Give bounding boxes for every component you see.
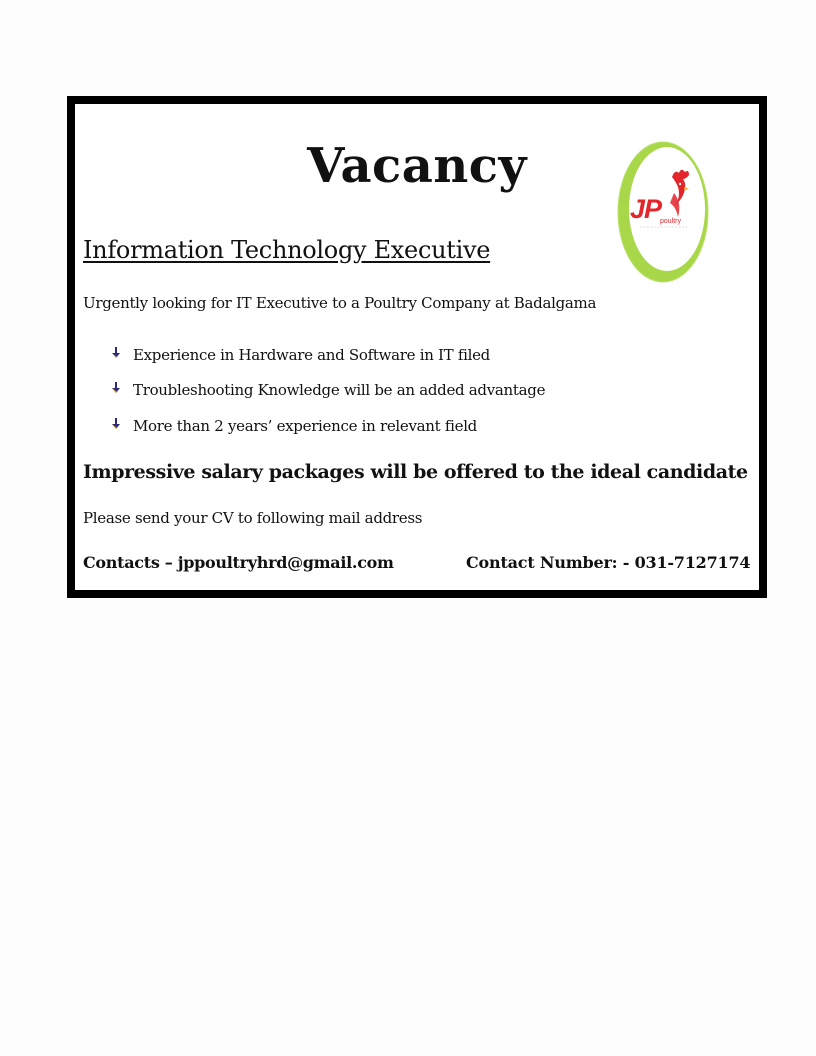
page-title: Vacancy bbox=[307, 138, 527, 194]
intro-text: Urgently looking for IT Executive to a Poultry Company at Badalgama bbox=[83, 294, 597, 312]
list-item: Experience in Hardware and Software in IT filed bbox=[109, 337, 545, 373]
list-item: More than 2 years’ experience in relevant field bbox=[109, 408, 545, 444]
job-title: Information Technology Executive bbox=[83, 236, 491, 264]
company-logo bbox=[614, 137, 712, 287]
svg-text:P: P bbox=[644, 194, 663, 224]
contact-number: Contact Number: - 031-7127174 bbox=[466, 553, 751, 572]
salary-heading: Impressive salary packages will be offered to the ideal candidate bbox=[83, 461, 748, 483]
cv-instructions: Please send your CV to following mail address bbox=[83, 509, 423, 527]
requirements-list bbox=[109, 337, 545, 444]
arrow-down-bullet-icon bbox=[109, 346, 133, 364]
list-item: Troubleshooting Knowledge will be an added advantage bbox=[109, 373, 545, 409]
svg-text:poultry: poultry bbox=[660, 218, 682, 225]
contact-email: Contacts – jppoultryhrd@gmail.com bbox=[83, 553, 394, 572]
arrow-down-bullet-icon bbox=[109, 381, 133, 399]
vacancy-poster bbox=[67, 96, 767, 598]
svg-text:J: J bbox=[630, 194, 646, 224]
arrow-down-bullet-icon bbox=[109, 417, 133, 435]
